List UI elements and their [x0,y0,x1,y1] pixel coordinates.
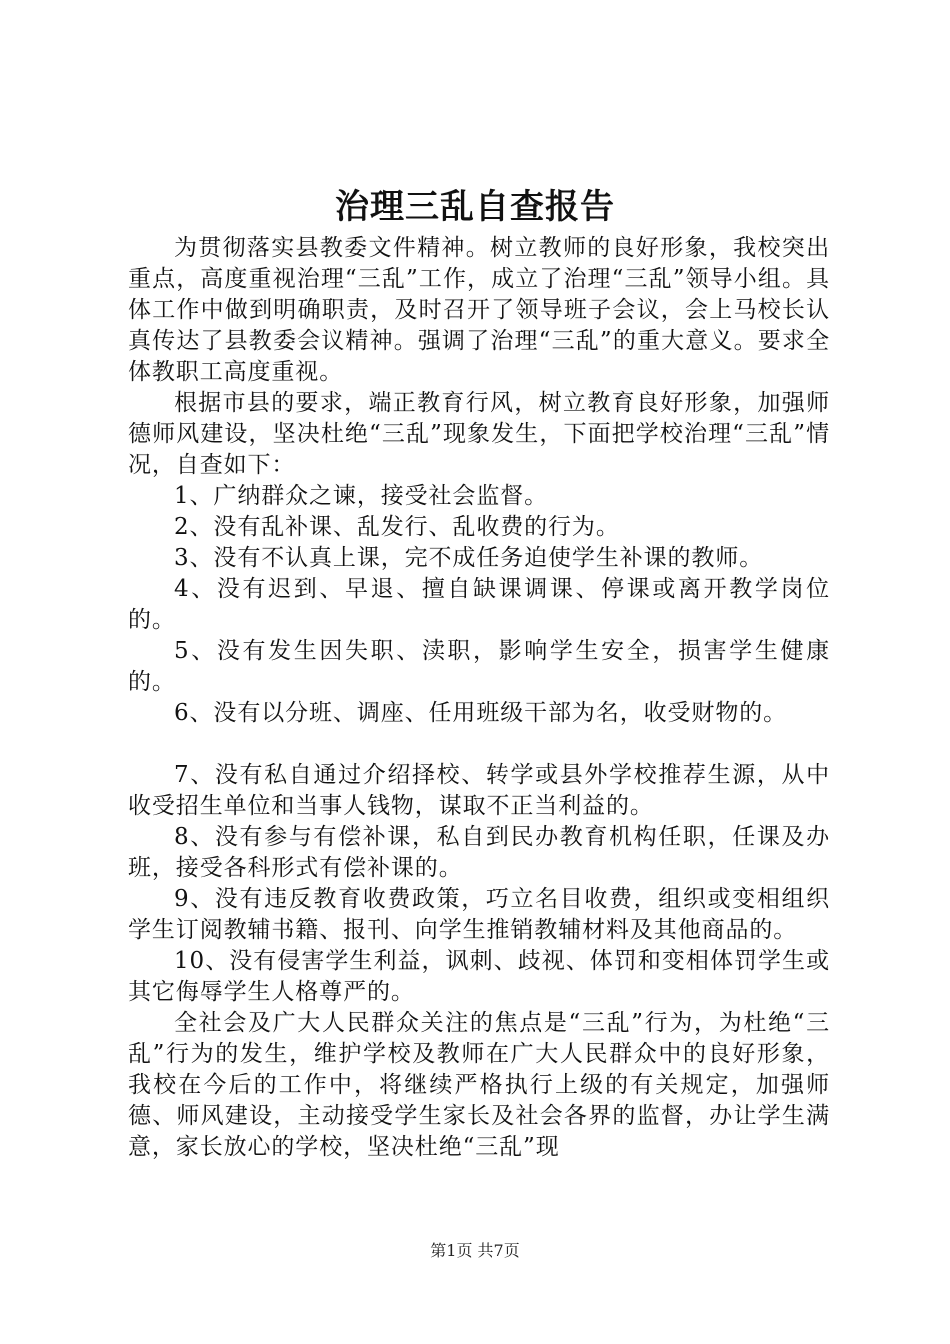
list-item-10: 10、没有侵害学生利益，讽刺、歧视、体罚和变相体罚学生或其它侮辱学生人格尊严的。 [128,948,830,1005]
list-item-5: 5、没有发生因失职、渎职，影响学生安全，损害学生健康的。 [128,638,830,695]
list-item-8: 8、没有参与有偿补课，私自到民办教育机构任职，任课及办班，接受各科形式有偿补课的。 [128,824,830,881]
paragraph-conclusion: 全社会及广大人民群众关注的焦点是“三乱”行为，为杜绝“三乱”行为的发生，维护学校及教师在广大人民群众中的良好形象，我校在今后的工作中，将继续严格执行上级的有关规定，加强师德、师风建设，主动接受学生家长及社会各界的监督，办让学生满意，家长放心的学校，坚决杜绝“三乱”现 [128,1010,830,1160]
document-title: 治理三乱自查报告 [335,187,615,227]
page-number-footer: 第1页 共7页 [430,1241,520,1260]
document-body [128,233,830,1163]
list-item-9: 9、没有违反教育收费政策，巧立名目收费，组织或变相组织学生订阅教辅书籍、报刊、向学生推销教辅材料及其他商品的。 [128,886,830,943]
list-item-3: 3、没有不认真上课，完不成任务迫使学生补课的教师。 [174,545,764,571]
blank-line [128,729,830,760]
list-item-6: 6、没有以分班、调座、任用班级干部为名，收受财物的。 [174,700,788,726]
list-item-2: 2、没有乱补课、乱发行、乱收费的行为。 [174,514,620,540]
paragraph-requirements: 根据市县的要求，端正教育行风，树立教育良好形象，加强师德师风建设，坚决杜绝“三乱”现象发生，下面把学校治理“三乱”情况，自查如下： [128,390,830,478]
list-item-4: 4、没有迟到、早退、擅自缺课调课、停课或离开教学岗位的。 [128,576,830,633]
paragraph-intro: 为贯彻落实县教委文件精神。树立教师的良好形象，我校突出重点，高度重视治理“三乱”工作，成立了治理“三乱”领导小组。具体工作中做到明确职责，及时召开了领导班子会议，会上马校长认真传达了县教委会议精神。强调了治理“三乱”的重大意义。要求全体教职工高度重视。 [128,235,830,385]
list-item-7: 7、没有私自通过介绍择校、转学或县外学校推荐生源，从中收受招生单位和当事人钱物，谋取不正当利益的。 [128,762,830,819]
list-item-1: 1、广纳群众之谏，接受社会监督。 [174,483,549,509]
